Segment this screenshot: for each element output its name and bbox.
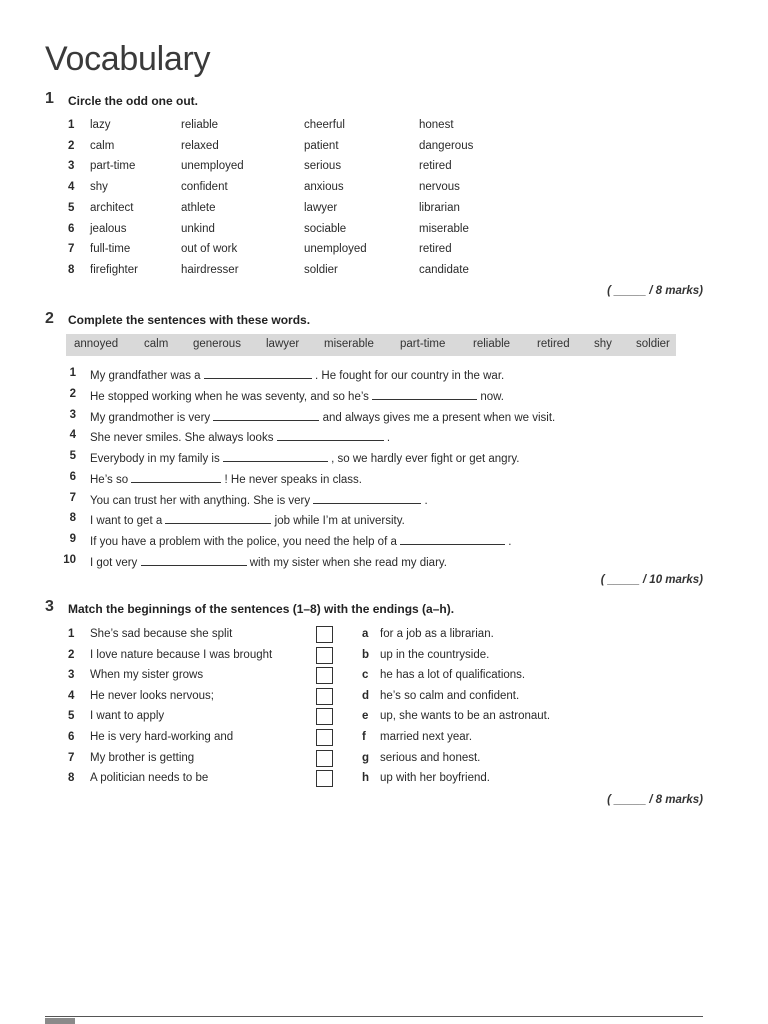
ending-letter: a: [362, 628, 369, 640]
word-option[interactable]: serious: [304, 160, 342, 173]
list-item: [0, 181, 768, 199]
word-option[interactable]: retired: [419, 160, 452, 173]
word-option[interactable]: firefighter: [90, 263, 138, 276]
sentence-text: [90, 429, 390, 444]
sentence-start: My grandfather was a: [90, 370, 201, 382]
list-item: [0, 243, 768, 261]
word-bank-item: soldier: [636, 338, 670, 350]
word-option[interactable]: unemployed: [181, 160, 244, 173]
word-option[interactable]: nervous: [419, 181, 460, 194]
match-row: [0, 731, 768, 749]
section-3-marks: ( _____ / 8 marks): [607, 794, 703, 806]
sentence-start: I got very: [90, 556, 138, 569]
list-item: [0, 202, 768, 220]
ending-letter: h: [362, 772, 370, 785]
sentence-row: [0, 533, 768, 551]
sentence-row: [0, 471, 768, 489]
word-option[interactable]: honest: [419, 119, 454, 131]
sentence-start: Everybody in my family is: [90, 453, 220, 465]
ending-letter: c: [362, 669, 369, 682]
sentence-ending: up, she wants to be an astronaut.: [380, 710, 551, 723]
sentence-ending: up in the countryside.: [380, 648, 490, 661]
sentence-text: [90, 512, 405, 527]
answer-box[interactable]: [316, 708, 333, 725]
sentence-end: .: [424, 494, 428, 507]
item-number: 5: [68, 710, 75, 723]
sentence-text: [90, 471, 362, 486]
sentence-row: [0, 450, 768, 468]
word-bank-item: lawyer: [266, 338, 300, 350]
answer-box[interactable]: [316, 750, 333, 767]
answer-box[interactable]: [316, 626, 333, 643]
item-number: 4: [68, 181, 75, 194]
page-title: Vocabulary: [45, 40, 211, 78]
sentence-beginning: When my sister grows: [90, 669, 204, 682]
item-number: 3: [68, 160, 75, 173]
item-number: 8: [69, 512, 76, 525]
sentence-row: [0, 388, 768, 406]
item-number: 2: [69, 387, 76, 400]
sentence-end: . He fought for our country in the war.: [315, 370, 505, 382]
sentence-text: [90, 409, 555, 424]
match-row: [0, 690, 768, 708]
sentence-beginning: A politician needs to be: [90, 772, 209, 785]
item-number: 4: [68, 689, 75, 702]
section-2-marks: ( _____ / 10 marks): [600, 574, 703, 586]
word-option[interactable]: jealous: [90, 222, 127, 235]
word-option[interactable]: dangerous: [419, 139, 474, 152]
sentence-beginning: She’s sad because she split: [90, 628, 233, 640]
answer-blank[interactable]: [313, 492, 421, 504]
match-row: [0, 752, 768, 770]
sentence-end: with my sister when she read my diary.: [249, 556, 447, 569]
sentence-ending: married next year.: [380, 731, 473, 743]
word-option[interactable]: unkind: [181, 222, 215, 235]
word-option[interactable]: miserable: [419, 222, 469, 235]
word-option[interactable]: candidate: [419, 263, 469, 276]
match-row: [0, 649, 768, 667]
word-option[interactable]: out of work: [181, 243, 238, 256]
word-option[interactable]: lazy: [90, 119, 111, 131]
sentence-text: [90, 450, 520, 465]
answer-box[interactable]: [316, 667, 333, 684]
word-bank-item: annoyed: [74, 338, 119, 350]
word-bank-item: miserable: [324, 338, 374, 350]
ending-letter: d: [362, 689, 370, 702]
item-number: 5: [68, 201, 75, 214]
match-row: [0, 772, 768, 790]
word-option[interactable]: confident: [181, 181, 228, 194]
ending-letter: g: [362, 751, 370, 764]
word-option[interactable]: shy: [90, 181, 108, 194]
sentence-row: [0, 492, 768, 510]
word-option[interactable]: full-time: [90, 243, 131, 256]
word-option[interactable]: unemployed: [304, 243, 367, 256]
footer-tab: [45, 1018, 75, 1024]
word-option[interactable]: librarian: [419, 201, 460, 214]
item-number: 8: [68, 263, 75, 276]
section-1-title: Circle the odd one out.: [68, 94, 199, 108]
sentence-text: [90, 533, 511, 548]
section-2-number: 2: [45, 310, 54, 327]
sentence-ending: serious and honest.: [380, 751, 481, 764]
answer-blank[interactable]: [372, 388, 477, 400]
word-bank-item: part-time: [400, 338, 446, 350]
sentence-row: [0, 429, 768, 447]
sentence-ending: he has a lot of qualifications.: [380, 669, 526, 682]
item-number: 7: [68, 243, 75, 256]
sentence-beginning: My brother is getting: [90, 751, 195, 764]
item-number: 10: [63, 553, 76, 566]
list-item: [0, 140, 768, 158]
sentence-beginning: I love nature because I was brought: [90, 648, 273, 661]
sentence-end: , so we hardly ever fight or get angry.: [331, 453, 520, 465]
ending-letter: b: [362, 648, 370, 661]
word-option[interactable]: anxious: [304, 181, 344, 194]
item-number: 4: [69, 429, 76, 442]
answer-box[interactable]: [316, 647, 333, 664]
word-option[interactable]: reliable: [181, 119, 219, 131]
sentence-end: job while I’m at university.: [274, 515, 405, 528]
word-option[interactable]: retired: [419, 243, 452, 256]
answer-blank[interactable]: [223, 450, 328, 462]
item-number: 9: [69, 533, 76, 545]
sentence-end: .: [508, 536, 512, 548]
section-3-title: Match the beginnings of the sentences (1–8) with the endings (a–h).: [68, 602, 455, 616]
word-bank: [66, 334, 676, 356]
item-number: 1: [68, 628, 75, 640]
word-option[interactable]: hairdresser: [181, 263, 239, 276]
sentence-end: ! He never speaks in class.: [224, 473, 362, 486]
section-1-marks: ( _____ / 8 marks): [607, 285, 703, 297]
sentence-end: .: [386, 432, 391, 445]
word-option[interactable]: calm: [90, 139, 115, 152]
word-option[interactable]: athlete: [181, 201, 216, 214]
sentence-start: If you have a problem with the police, you need the help of a: [90, 536, 397, 548]
answer-box[interactable]: [316, 770, 333, 787]
item-number: 7: [68, 751, 75, 764]
list-item: [0, 160, 768, 178]
item-number: 3: [69, 408, 76, 421]
answer-blank[interactable]: [277, 429, 384, 441]
item-number: 1: [68, 119, 75, 131]
word-option[interactable]: lawyer: [304, 201, 338, 214]
sentence-row: [0, 554, 768, 572]
sentence-start: He stopped working when he was seventy, and so he’s: [90, 390, 369, 403]
item-number: 3: [68, 669, 75, 682]
word-option[interactable]: relaxed: [181, 139, 219, 152]
sentence-ending: for a job as a librarian.: [380, 628, 494, 640]
list-item: [0, 119, 768, 137]
sentence-row: [0, 512, 768, 530]
section-2-title: Complete the sentences with these words.: [68, 313, 311, 327]
sentence-row: [0, 367, 768, 385]
item-number: 1: [69, 367, 76, 379]
ending-letter: e: [362, 710, 369, 723]
answer-box[interactable]: [316, 688, 333, 705]
answer-blank[interactable]: [141, 554, 247, 566]
answer-blank[interactable]: [400, 533, 505, 545]
word-option[interactable]: architect: [90, 201, 134, 214]
section-3-number: 3: [45, 598, 54, 615]
item-number: 6: [68, 731, 75, 743]
match-row: [0, 628, 768, 646]
list-item: [0, 223, 768, 241]
sentence-row: [0, 409, 768, 427]
sentence-start: You can trust her with anything. She is very: [90, 494, 311, 507]
section-1-number: 1: [45, 90, 54, 107]
word-bank-item: reliable: [473, 338, 511, 350]
sentence-end: now.: [480, 390, 505, 403]
sentence-beginning: He never looks nervous;: [90, 689, 215, 702]
item-number: 2: [68, 139, 75, 152]
item-number: 6: [68, 222, 75, 235]
ending-letter: f: [362, 731, 366, 743]
item-number: 6: [69, 470, 76, 483]
sentence-beginning: I want to apply: [90, 710, 165, 723]
word-bank-item: shy: [594, 338, 612, 350]
sentence-ending: he’s so calm and confident.: [380, 689, 520, 702]
item-number: 2: [68, 648, 75, 661]
sentence-start: She never smiles. She always looks: [90, 432, 274, 445]
sentence-end: and always gives me a present when we visit.: [322, 411, 556, 424]
word-bank-item: retired: [537, 338, 570, 350]
sentence-start: My grandmother is very: [90, 411, 211, 424]
word-bank-item: calm: [144, 338, 169, 350]
word-bank-item: generous: [193, 338, 241, 350]
word-option[interactable]: patient: [304, 139, 339, 152]
sentence-text: [90, 388, 504, 403]
word-option[interactable]: part-time: [90, 160, 136, 173]
item-number: 8: [68, 772, 75, 785]
answer-box[interactable]: [316, 729, 333, 746]
sentence-text: [90, 492, 428, 507]
answer-blank[interactable]: [131, 471, 221, 483]
word-option[interactable]: soldier: [304, 263, 338, 276]
sentence-text: [90, 367, 504, 382]
sentence-text: [90, 554, 447, 569]
word-option[interactable]: sociable: [304, 222, 347, 235]
footer-divider: [45, 1016, 703, 1017]
sentence-start: I want to get a: [90, 515, 163, 528]
sentence-ending: up with her boyfriend.: [380, 772, 490, 785]
match-row: [0, 669, 768, 687]
answer-blank[interactable]: [165, 512, 271, 524]
sentence-beginning: He is very hard-working and: [90, 731, 234, 743]
word-option[interactable]: cheerful: [304, 119, 345, 131]
item-number: 5: [69, 450, 76, 462]
answer-blank[interactable]: [204, 367, 312, 379]
item-number: 7: [69, 491, 76, 504]
answer-blank[interactable]: [213, 409, 319, 421]
match-row: [0, 710, 768, 728]
sentence-start: He’s so: [90, 473, 129, 486]
list-item: [0, 264, 768, 282]
